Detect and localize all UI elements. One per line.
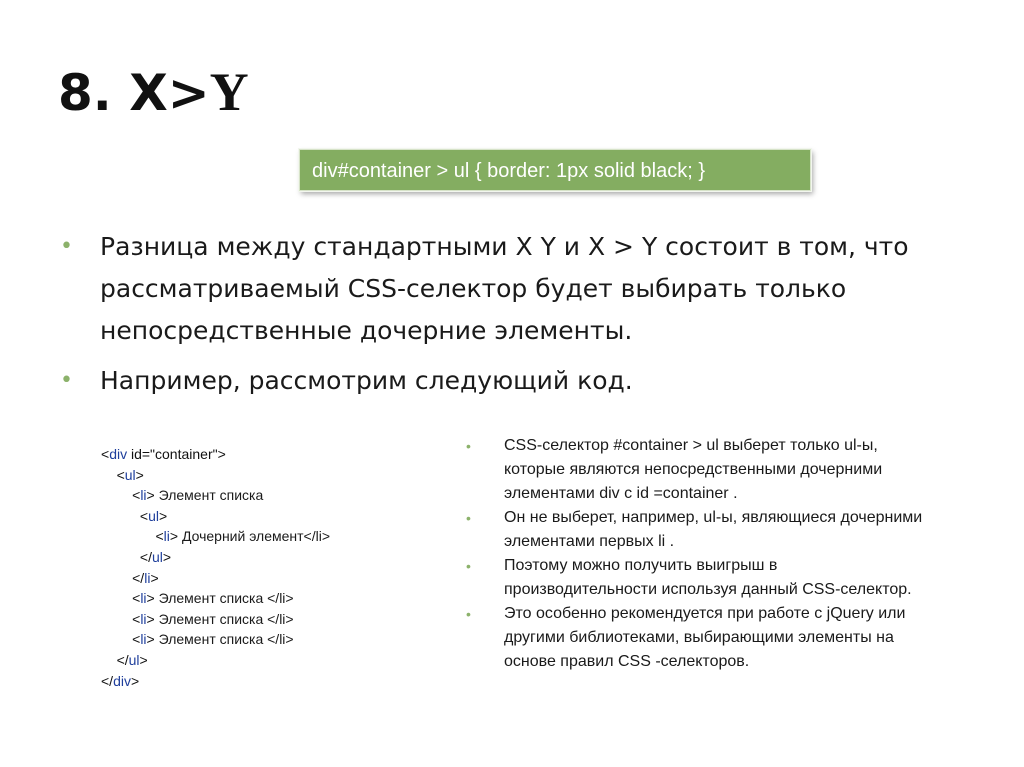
code-keyword: ul <box>124 466 136 483</box>
side-bullet-item <box>466 602 926 674</box>
code-keyword: li <box>140 487 147 504</box>
code-keyword: div <box>113 672 131 689</box>
code-keyword: li <box>163 528 170 545</box>
side-bullet-item <box>466 554 926 602</box>
code-keyword: ul <box>128 651 140 668</box>
side-bullet-text: Он не выберет, например, ul-ы, являющиеся дочерними элементами первых li . <box>504 509 923 550</box>
bullet-icon: • <box>466 510 471 526</box>
side-bullet-item <box>466 506 926 554</box>
code-keyword: ul <box>151 548 163 565</box>
title-letter: Y <box>209 62 249 122</box>
slide-title <box>58 62 249 123</box>
code-line: <li> Элемент списка </li> <box>132 631 294 648</box>
code-keyword: div <box>109 446 128 462</box>
code-line: <div id="container"> <box>101 446 226 462</box>
code-line: <li> Элемент списка <box>132 487 264 504</box>
code-keyword: li <box>144 569 151 586</box>
code-example <box>101 444 431 691</box>
code-keyword: ul <box>148 507 159 524</box>
code-line: <ul> <box>116 466 144 483</box>
main-bullet-item <box>60 360 990 402</box>
code-keyword: li <box>140 590 147 607</box>
main-bullet-item <box>60 226 990 352</box>
code-line: <li> Элемент списка </li> <box>132 610 294 627</box>
code-line: </li> <box>132 569 159 586</box>
code-line: </div> <box>101 672 140 689</box>
bullet-icon: • <box>60 234 73 259</box>
title-prefix: 8. X> <box>58 64 210 122</box>
side-bullet-item <box>466 434 926 506</box>
code-keyword: li <box>140 610 147 627</box>
bullet-icon: • <box>466 606 471 622</box>
side-bullet-list <box>466 434 926 674</box>
main-bullet-list <box>60 226 990 410</box>
code-banner <box>299 149 811 191</box>
code-keyword: li <box>140 631 147 648</box>
main-bullet-text: Разница между стандартными X Y и X > Y состоит в том, что рассматриваемый CSS-селектор будет выбирать только непосредственные дочерние элементы. <box>100 232 909 345</box>
code-banner-text: div#container > ul { border: 1px solid black; } <box>312 160 706 182</box>
bullet-icon: • <box>60 368 73 393</box>
main-bullet-text: Например, рассмотрим следующий код. <box>100 366 633 395</box>
bullet-icon: • <box>466 438 471 454</box>
code-line: <li> Дочерний элемент</li> <box>155 528 331 545</box>
code-line: <li> Элемент списка </li> <box>132 590 294 607</box>
bullet-icon: • <box>466 558 471 574</box>
side-bullet-text: CSS-селектор #container > ul выберет только ul-ы, которые являются непосредственными дочерними элементами div с id =container . <box>504 437 883 502</box>
code-line: </ul> <box>139 548 172 565</box>
side-bullet-text: Это особенно рекомендуется при работе с jQuery или другими библиотеками, выбирающими элементы на основе правил CSS -селекторов. <box>504 605 906 670</box>
code-line: </ul> <box>116 651 148 668</box>
code-line: <ul> <box>139 507 168 524</box>
side-bullet-text: Поэтому можно получить выигрыш в производительности используя данный CSS-селектор. <box>504 557 912 598</box>
